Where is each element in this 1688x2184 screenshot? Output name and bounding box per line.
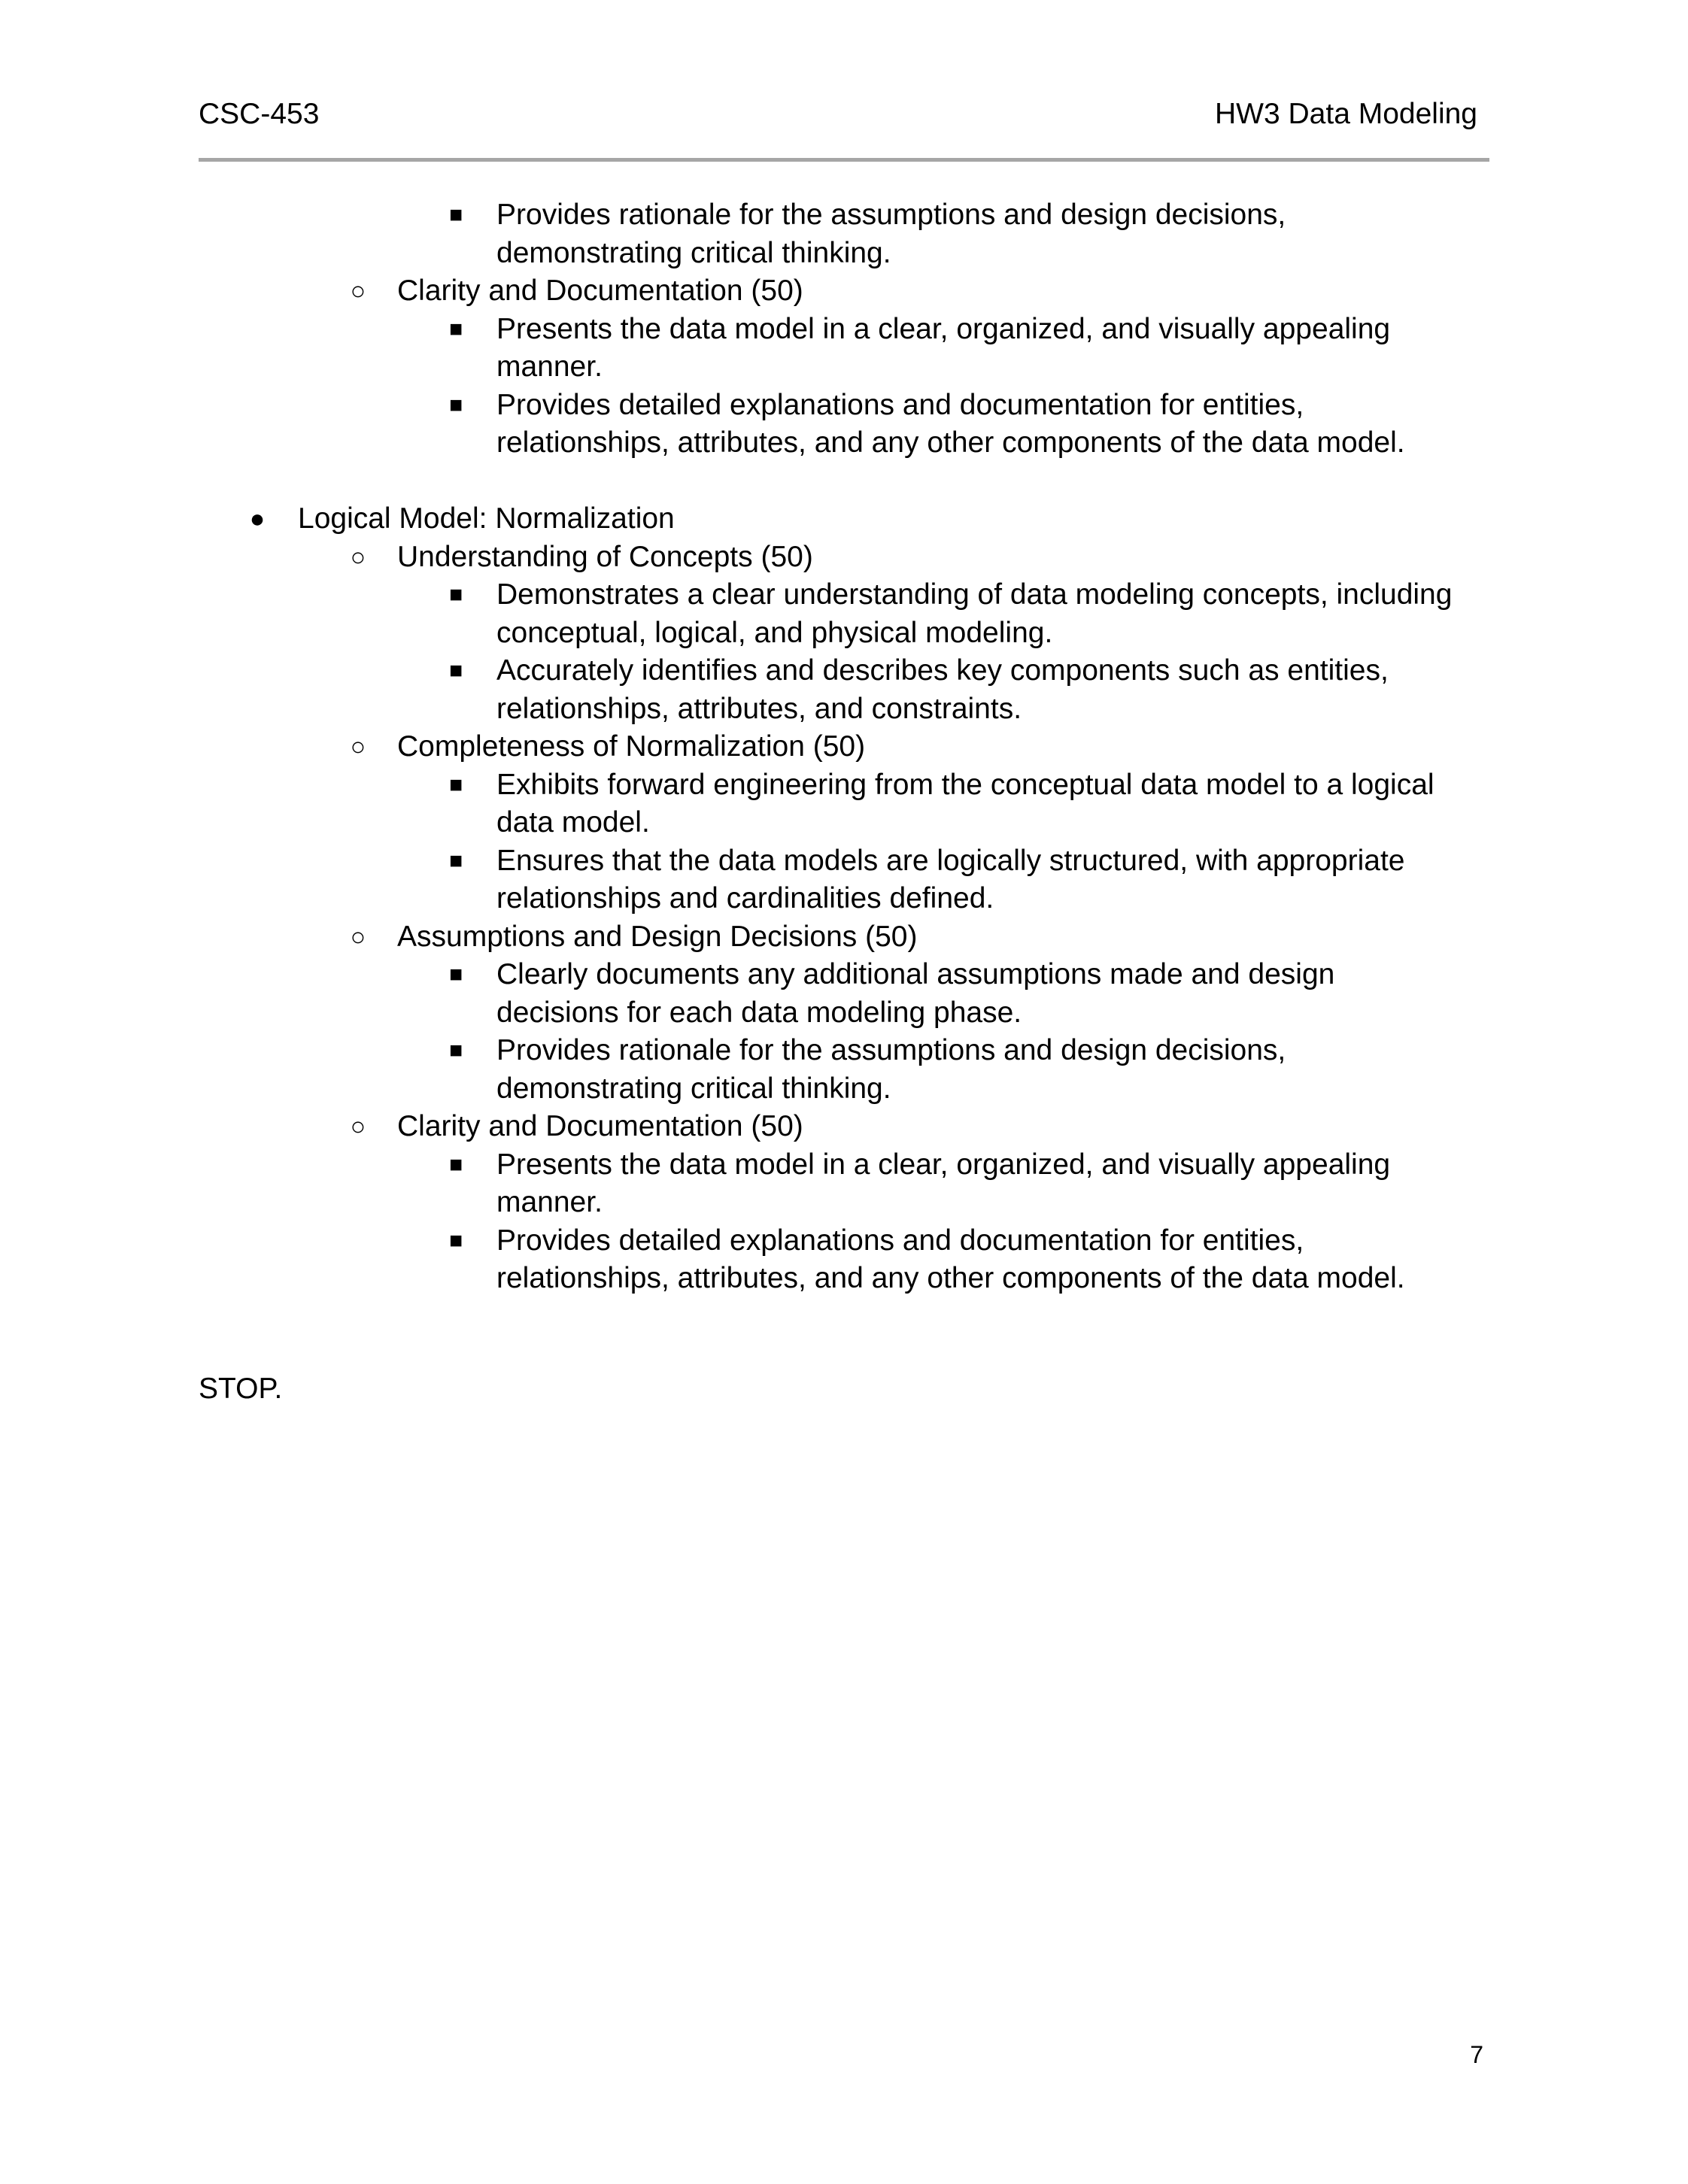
hollow-circle-bullet-icon: ○	[350, 733, 366, 761]
list-item-text: relationships, attributes, and any other components of the data model.	[496, 1262, 1405, 1294]
list-item-text: Ensures that the data models are logically structured, with appropriate	[496, 844, 1405, 877]
list-item	[0, 1222, 1688, 1260]
list-item-text: relationships and cardinalities defined.	[496, 882, 994, 915]
stop-marker: STOP.	[199, 1373, 283, 1405]
section-title: Assumptions and Design Decisions (50)	[397, 920, 918, 953]
list-item-continuation	[0, 348, 1688, 387]
list-item-text: relationships, attributes, and any other components of the data model.	[496, 426, 1405, 459]
list-item-text: conceptual, logical, and physical modeling.	[496, 616, 1053, 649]
list-item	[0, 1032, 1688, 1070]
list-item-continuation	[0, 1184, 1688, 1222]
square-bullet-icon: ■	[448, 316, 463, 341]
list-item-text: Demonstrates a clear understanding of data modeling concepts, including	[496, 578, 1453, 611]
list-item-text: Provides rationale for the assumptions and design decisions,	[496, 1034, 1286, 1066]
list-item	[0, 1146, 1688, 1185]
list-item-text: demonstrating critical thinking.	[496, 1072, 891, 1105]
list-item-continuation	[0, 614, 1688, 653]
course-code: CSC-453	[199, 98, 320, 130]
square-bullet-icon: ■	[448, 848, 463, 873]
list-item	[0, 652, 1688, 690]
list-item-text: Accurately identifies and describes key components such as entities,	[496, 654, 1389, 687]
list-item-continuation	[0, 804, 1688, 842]
hollow-circle-bullet-icon: ○	[350, 922, 366, 951]
hollow-circle-bullet-icon: ○	[350, 1112, 366, 1141]
section-title: Completeness of Normalization (50)	[397, 730, 866, 763]
list-item-continuation	[0, 690, 1688, 729]
list-item	[0, 1108, 1688, 1146]
square-bullet-icon: ■	[448, 582, 463, 607]
list-item	[0, 387, 1688, 425]
square-bullet-icon: ■	[448, 392, 463, 417]
list-item-continuation	[0, 994, 1688, 1033]
list-item-text: relationships, attributes, and constraints.	[496, 692, 1022, 725]
list-item-continuation	[0, 424, 1688, 463]
list-item-text: manner.	[496, 350, 603, 383]
list-item	[0, 500, 1688, 538]
list-item	[0, 728, 1688, 766]
section-title: Clarity and Documentation (50)	[397, 275, 803, 307]
document-title: HW3 Data Modeling	[1215, 98, 1477, 130]
list-item-text: Presents the data model in a clear, organized, and visually appealing	[496, 312, 1391, 345]
header-divider	[199, 158, 1489, 162]
square-bullet-icon: ■	[448, 1038, 463, 1063]
list-item	[0, 766, 1688, 805]
hollow-circle-bullet-icon: ○	[350, 277, 366, 305]
page-number: 7	[1470, 2041, 1483, 2068]
list-item-text: manner.	[496, 1186, 603, 1218]
hollow-circle-bullet-icon: ○	[350, 542, 366, 572]
square-bullet-icon: ■	[448, 772, 463, 797]
list-item-continuation	[0, 1260, 1688, 1298]
square-bullet-icon: ■	[448, 202, 463, 227]
list-item-text: Provides detailed explanations and documentation for entities,	[496, 388, 1304, 421]
square-bullet-icon: ■	[448, 1151, 463, 1177]
rubric-list	[0, 196, 1688, 1298]
list-item-text: Provides detailed explanations and documentation for entities,	[496, 1224, 1304, 1257]
list-item-text: demonstrating critical thinking.	[496, 236, 891, 269]
list-item-text: Clearly documents any additional assumptions made and design	[496, 958, 1335, 990]
square-bullet-icon: ■	[448, 658, 463, 683]
list-item-text: data model.	[496, 806, 650, 839]
square-bullet-icon: ■	[448, 962, 463, 987]
list-item-continuation	[0, 880, 1688, 918]
list-item-text: Provides rationale for the assumptions and design decisions,	[496, 199, 1286, 231]
section-title: Understanding of Concepts (50)	[397, 540, 813, 573]
list-item-continuation	[0, 1070, 1688, 1109]
filled-circle-bullet-icon: ●	[249, 505, 266, 533]
list-item	[0, 576, 1688, 614]
list-item-text: Presents the data model in a clear, organized, and visually appealing	[496, 1148, 1391, 1181]
list-item	[0, 918, 1688, 957]
list-item	[0, 842, 1688, 881]
list-item	[0, 538, 1688, 577]
section-title: Clarity and Documentation (50)	[397, 1110, 803, 1142]
list-item	[0, 272, 1688, 311]
list-item	[0, 956, 1688, 994]
list-item-text: decisions for each data modeling phase.	[496, 996, 1022, 1029]
list-item	[0, 196, 1688, 235]
list-item	[0, 311, 1688, 349]
section-heading: Logical Model: Normalization	[298, 502, 675, 535]
square-bullet-icon: ■	[448, 1227, 463, 1253]
list-item-text: Exhibits forward engineering from the conceptual data model to a logical	[496, 768, 1434, 801]
list-item-continuation	[0, 235, 1688, 273]
